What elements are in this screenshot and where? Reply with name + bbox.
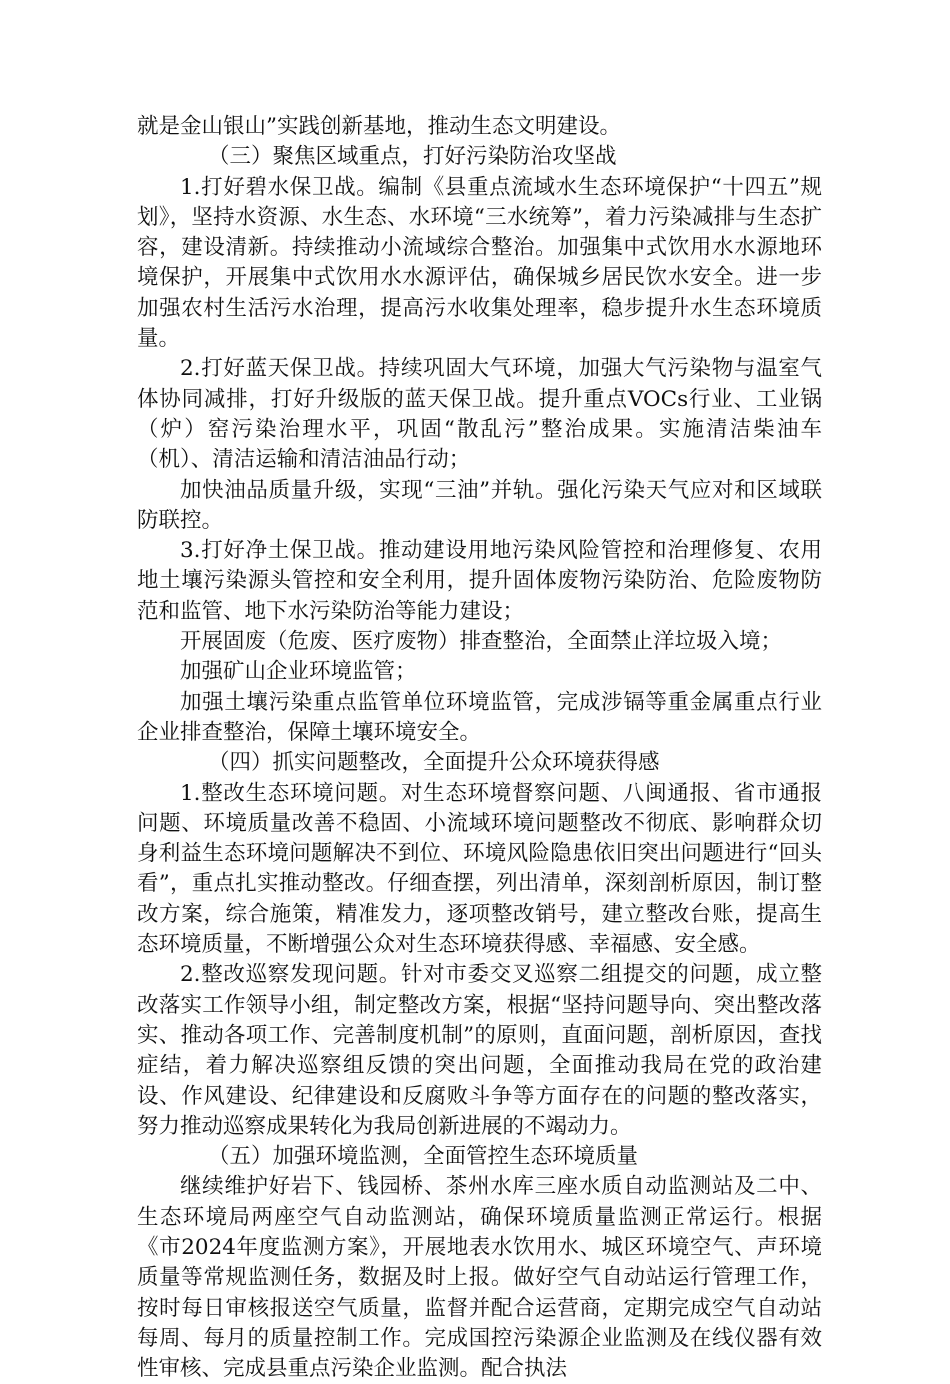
- section-heading: （三）聚焦区域重点，打好污染防治攻坚战: [207, 144, 617, 170]
- paragraph: 就是金山银山”实践创新基地，推动生态文明建设。: [137, 114, 621, 139]
- paragraph: 2.整改巡察发现问题。针对市委交叉巡察二组提交的问题，成立整改落实工作领导小组，制定整改方案，根据“坚持问题导向、突出整改落实、推动各项工作、完善制度机制”的原则，直面问题，剖析原因，查找症结，着力解决巡察组反馈的突出问题，全面推动我局在党的政治建设、作风建设、纪律建设和反腐败斗争等方面存在的问题的整改落实，努力推动巡察成果转化为我局创新进展的不竭动力。: [137, 962, 822, 1139]
- paragraph: 加强矿山企业环境监管；: [180, 659, 417, 685]
- document-body: [137, 112, 822, 1384]
- paragraph: 加强土壤污染重点监管单位环境监管，完成涉镉等重金属重点行业企业排查整治，保障土壤环境安全。: [137, 689, 822, 745]
- paragraph: 1.整改生态环境问题。对生态环境督察问题、八闽通报、省市通报问题、环境质量改善不稳固、小流域环境问题整改不彻底、影响群众切身利益生态环境问题解决不到位、环境风险隐患依旧突出问题进行“回头看”，重点扎实推动整改。仔细查摆，列出清单，深刻剖析原因，制订整改方案，综合施策，精准发力，逐项整改销号，建立整改台账，提高生态环境质量，不断增强公众对生态环境获得感、幸福感、安全感。: [137, 780, 822, 958]
- paragraph: 1.打好碧水保卫战。编制《县重点流域水生态环境保护“十四五”规划》，坚持水资源、水生态、水环境“三水统筹”，着力污染减排与生态扩容，建设清新。持续推动小流域综合整治。加强集中式饮用水水源地环境保护，开展集中式饮用水水源评估，确保城乡居民饮水安全。进一步加强农村生活污水治理，提高污水收集处理率，稳步提升水生态环境质量。: [137, 174, 822, 352]
- paragraph: 加快油品质量升级，实现“三油”并轨。强化污染天气应对和区域联防联控。: [137, 477, 822, 533]
- paragraph: 2.打好蓝天保卫战。持续巩固大气环境，加强大气污染物与温室气体协同减排，打好升级版的蓝天保卫战。提升重点VOCs行业、工业锅（炉）窑污染治理水平，巩固“散乱污”整治成果。实施清洁柴油车（机）、清洁运输和清洁油品行动；: [137, 356, 822, 473]
- paragraph: 3.打好净土保卫战。推动建设用地污染风险管控和治理修复、农用地土壤污染源头管控和安全利用，提升固体废物污染防治、危险废物防范和监管、地下水污染防治等能力建设；: [137, 538, 822, 624]
- paragraph: 开展固废（危废、医疗废物）排查整治，全面禁止洋垃圾入境；: [180, 629, 783, 655]
- section-heading: （四）抓实问题整改，全面提升公众环境获得感: [207, 750, 660, 776]
- paragraph: 继续维护好岩下、钱园桥、茶州水库三座水质自动监测站及二中、生态环境局两座空气自动监测站，确保环境质量监测正常运行。根据《市2024年度监测方案》，开展地表水饮用水、城区环境空气、声环境质量等常规监测任务，数据及时上报。做好空气自动站运行管理工作，按时每日审核报送空气质量，监督并配合运营商，定期完成空气自动站每周、每月的质量控制工作。完成国控污染源企业监测及在线仪器有效性审核、完成县重点污染企业监测。配合执法: [137, 1174, 822, 1382]
- section-heading: （五）加强环境监测，全面管控生态环境质量: [207, 1144, 638, 1170]
